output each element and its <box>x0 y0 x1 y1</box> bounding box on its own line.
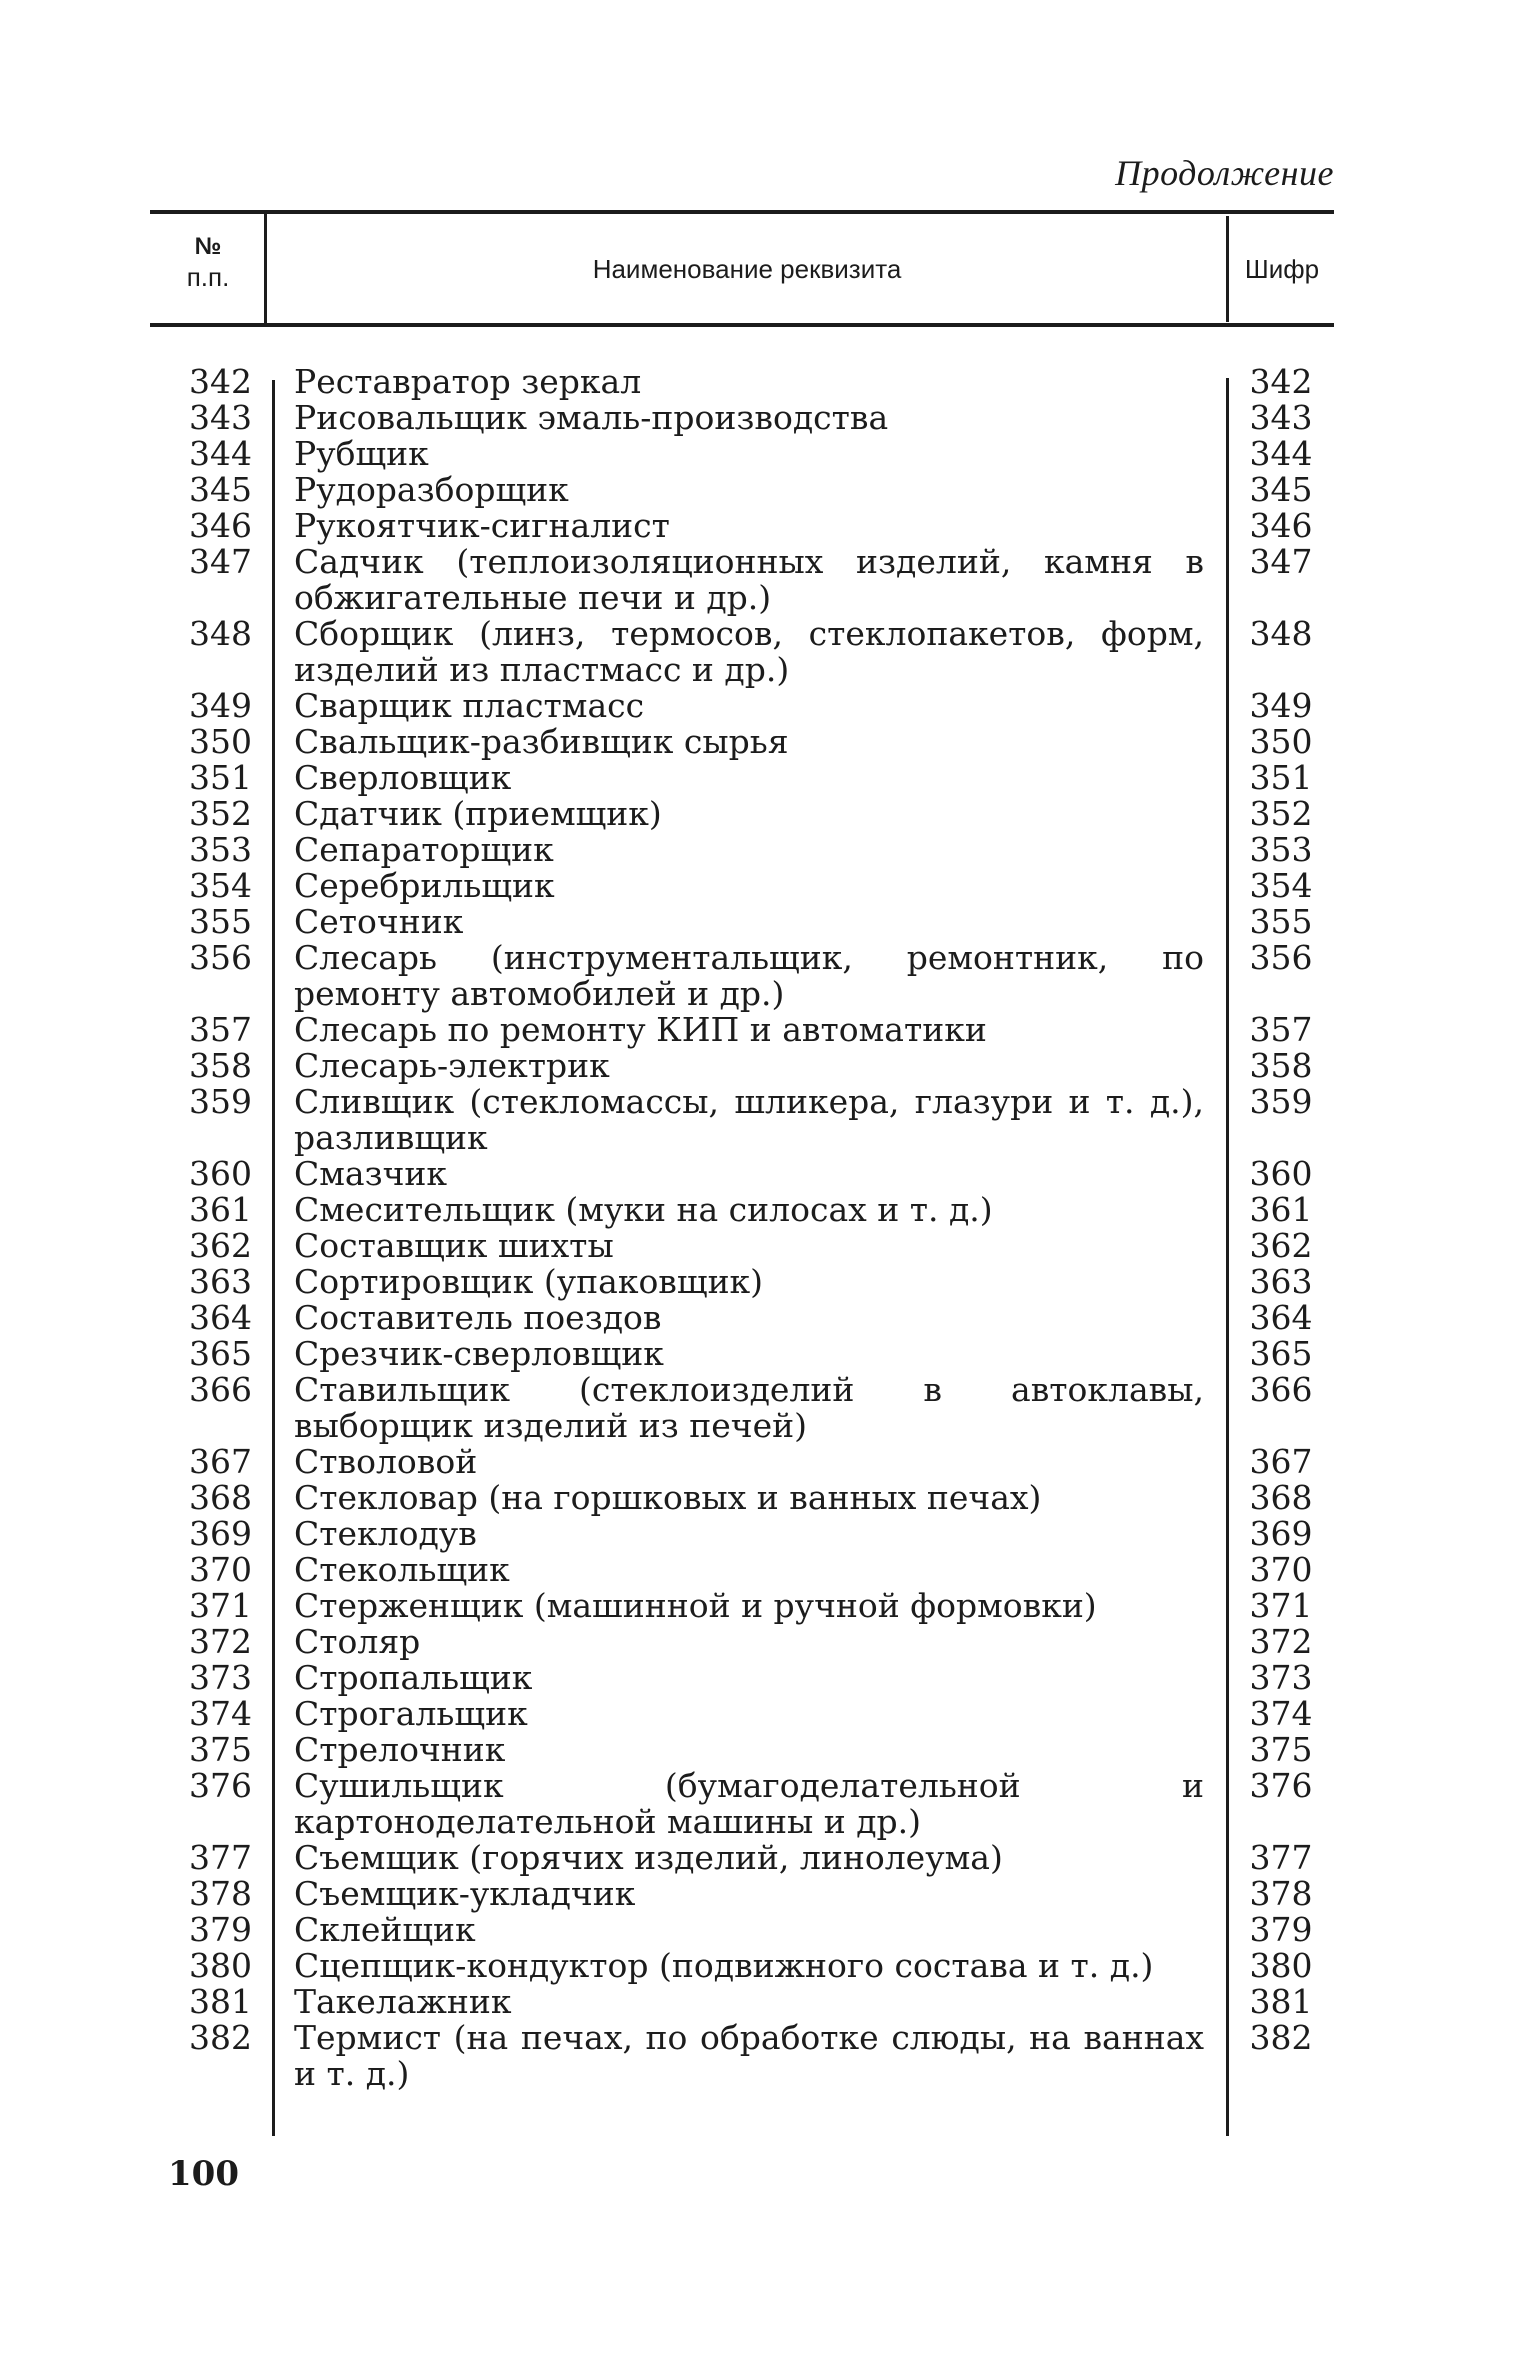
row-name: Садчик (теплоизоляционных изделий, камня в обжигательные печи и др.) <box>294 542 1204 617</box>
table-row <box>0 1372 1534 1444</box>
row-name: Столяр <box>294 1622 421 1661</box>
row-code: 371 <box>1249 1586 1313 1625</box>
row-name: Сборщик (линз, термосов, стеклопакетов, форм, изделий из пластмасс и др.) <box>294 614 1204 689</box>
header-number-label: п.п. <box>186 262 230 292</box>
row-name: Составитель поездов <box>294 1298 662 1337</box>
row-code: 382 <box>1249 2018 1313 2057</box>
row-code: 348 <box>1249 614 1313 653</box>
row-code: 342 <box>1249 362 1313 401</box>
row-code: 346 <box>1249 506 1313 545</box>
row-code: 362 <box>1249 1226 1313 1265</box>
table-row <box>0 796 1534 832</box>
row-code: 372 <box>1249 1622 1313 1661</box>
table-row <box>0 688 1534 724</box>
row-code: 351 <box>1249 758 1313 797</box>
row-number: 347 <box>189 542 252 581</box>
row-number: 365 <box>189 1334 252 1373</box>
row-name: Слесарь по ремонту КИП и автоматики <box>294 1010 987 1049</box>
row-code: 356 <box>1249 938 1313 977</box>
column-divider <box>264 214 267 324</box>
row-name: Стерженщик (машинной и ручной формовки) <box>294 1586 1097 1625</box>
table-row <box>0 472 1534 508</box>
row-name: Съемщик-укладчик <box>294 1874 636 1913</box>
row-number: 352 <box>189 794 252 833</box>
row-code: 376 <box>1249 1766 1313 1805</box>
row-name: Рудоразборщик <box>294 470 569 509</box>
row-number: 345 <box>189 470 252 509</box>
header-name: Наименование реквизита <box>592 254 902 284</box>
row-name: Составщик шихты <box>294 1226 614 1265</box>
row-name: Слесарь (инструментальщик, ремонтник, по ремонту автомобилей и др.) <box>294 938 1204 1013</box>
table-row <box>0 1876 1534 1912</box>
table-row <box>0 1084 1534 1156</box>
row-number: 355 <box>189 902 252 941</box>
table-row <box>0 724 1534 760</box>
row-code: 373 <box>1249 1658 1313 1697</box>
row-name: Рубщик <box>294 434 429 473</box>
row-number: 376 <box>189 1766 252 1805</box>
row-name: Ставильщик (стеклоизделий в автоклавы, выборщик изделий из печей) <box>294 1370 1204 1445</box>
row-code: 377 <box>1249 1838 1313 1877</box>
row-code: 364 <box>1249 1298 1313 1337</box>
row-name: Сортировщик (упаковщик) <box>294 1262 764 1301</box>
row-code: 367 <box>1249 1442 1313 1481</box>
row-number: 348 <box>189 614 252 653</box>
table-row <box>0 1912 1534 1948</box>
table-row <box>0 1768 1534 1840</box>
table-row <box>0 1588 1534 1624</box>
row-name: Сеточник <box>294 902 464 941</box>
row-number: 362 <box>189 1226 252 1265</box>
row-code: 343 <box>1249 398 1313 437</box>
row-name: Рисовальщик эмаль-производства <box>294 398 889 437</box>
continuation-label: Продолжение <box>1115 153 1334 193</box>
row-name: Стекольщик <box>294 1550 510 1589</box>
table-row <box>0 400 1534 436</box>
table-row <box>0 616 1534 688</box>
row-code: 345 <box>1249 470 1313 509</box>
row-code: 355 <box>1249 902 1313 941</box>
row-name: Стекловар (на горшковых и ванных печах) <box>294 1478 1042 1517</box>
row-code: 378 <box>1249 1874 1313 1913</box>
row-name: Реставратор зеркал <box>294 362 642 401</box>
table-row <box>0 508 1534 544</box>
page-number: 100 <box>168 2154 239 2194</box>
row-number: 378 <box>189 1874 252 1913</box>
row-number: 354 <box>189 866 252 905</box>
row-name: Стволовой <box>294 1442 478 1481</box>
row-code: 361 <box>1249 1190 1313 1229</box>
row-number: 357 <box>189 1010 252 1049</box>
row-number: 375 <box>189 1730 252 1769</box>
table-row <box>0 2020 1534 2092</box>
row-name: Сепараторщик <box>294 830 554 869</box>
row-number: 380 <box>189 1946 252 1985</box>
row-number: 370 <box>189 1550 252 1589</box>
row-code: 366 <box>1249 1370 1313 1409</box>
row-name: Сцепщик-кондуктор (подвижного состава и т. д.) <box>294 1946 1154 1985</box>
row-name: Стрелочник <box>294 1730 506 1769</box>
row-code: 365 <box>1249 1334 1313 1373</box>
row-code: 379 <box>1249 1910 1313 1949</box>
row-number: 342 <box>189 362 252 401</box>
table-row <box>0 1948 1534 1984</box>
row-code: 353 <box>1249 830 1313 869</box>
row-name: Рукоятчик-сигналист <box>294 506 670 545</box>
row-name: Сушильщик (бумагоделательной и картоноделательной машины и др.) <box>294 1766 1204 1841</box>
table-row <box>0 1156 1534 1192</box>
row-name: Смазчик <box>294 1154 448 1193</box>
row-code: 363 <box>1249 1262 1313 1301</box>
row-number: 379 <box>189 1910 252 1949</box>
row-number: 366 <box>189 1370 252 1409</box>
row-name: Строгальщик <box>294 1694 528 1733</box>
table-row <box>0 940 1534 1012</box>
row-code: 374 <box>1249 1694 1313 1733</box>
row-number: 358 <box>189 1046 252 1085</box>
table-row <box>0 1228 1534 1264</box>
table-row <box>0 1444 1534 1480</box>
table-top-rule <box>150 210 1334 214</box>
row-number: 364 <box>189 1298 252 1337</box>
row-name: Сливщик (стекломассы, шликера, глазури и т. д.), разливщик <box>294 1082 1204 1157</box>
row-number: 349 <box>189 686 252 725</box>
row-code: 358 <box>1249 1046 1313 1085</box>
row-name: Свальщик-разбивщик сырья <box>294 722 789 761</box>
row-name: Слесарь-электрик <box>294 1046 610 1085</box>
table-row <box>0 1984 1534 2020</box>
table-header-rule <box>150 323 1334 327</box>
row-code: 352 <box>1249 794 1313 833</box>
row-code: 370 <box>1249 1550 1313 1589</box>
row-number: 356 <box>189 938 252 977</box>
row-number: 377 <box>189 1838 252 1877</box>
table-row <box>0 544 1534 616</box>
row-number: 371 <box>189 1586 252 1625</box>
table-row <box>0 832 1534 868</box>
row-code: 380 <box>1249 1946 1313 1985</box>
header-number-symbol: № <box>194 233 222 260</box>
table-row <box>0 364 1534 400</box>
row-code: 369 <box>1249 1514 1313 1553</box>
row-number: 372 <box>189 1622 252 1661</box>
row-name: Сдатчик (приемщик) <box>294 794 662 833</box>
row-name: Срезчик-сверловщик <box>294 1334 664 1373</box>
row-code: 354 <box>1249 866 1313 905</box>
row-number: 374 <box>189 1694 252 1733</box>
table-row <box>0 1048 1534 1084</box>
row-number: 361 <box>189 1190 252 1229</box>
row-number: 367 <box>189 1442 252 1481</box>
row-name: Склейщик <box>294 1910 476 1949</box>
table-row <box>0 1732 1534 1768</box>
row-number: 351 <box>189 758 252 797</box>
table-row <box>0 1696 1534 1732</box>
row-code: 350 <box>1249 722 1313 761</box>
table-body <box>0 364 1534 2092</box>
row-number: 353 <box>189 830 252 869</box>
row-name: Серебрильщик <box>294 866 555 905</box>
row-code: 368 <box>1249 1478 1313 1517</box>
row-name: Смесительщик (муки на силосах и т. д.) <box>294 1190 993 1229</box>
table-row <box>0 1012 1534 1048</box>
table-row <box>0 1300 1534 1336</box>
row-name: Сварщик пластмасс <box>294 686 645 725</box>
table-row <box>0 904 1534 940</box>
table-row <box>0 1840 1534 1876</box>
row-number: 381 <box>189 1982 252 2021</box>
table-row <box>0 1192 1534 1228</box>
row-name: Такелажник <box>294 1982 512 2021</box>
table-row <box>0 760 1534 796</box>
row-number: 359 <box>189 1082 252 1121</box>
row-code: 381 <box>1249 1982 1313 2021</box>
row-number: 344 <box>189 434 252 473</box>
row-name: Сверловщик <box>294 758 512 797</box>
row-number: 343 <box>189 398 252 437</box>
header-number <box>158 232 258 292</box>
row-code: 349 <box>1249 686 1313 725</box>
row-name: Стропальщик <box>294 1658 533 1697</box>
row-code: 347 <box>1249 542 1313 581</box>
row-name: Термист (на печах, по обработке слюды, на ваннах и т. д.) <box>294 2018 1204 2093</box>
row-code: 359 <box>1249 1082 1313 1121</box>
table-row <box>0 1336 1534 1372</box>
row-number: 373 <box>189 1658 252 1697</box>
row-code: 375 <box>1249 1730 1313 1769</box>
table-row <box>0 868 1534 904</box>
table-row <box>0 1264 1534 1300</box>
table-row <box>0 1480 1534 1516</box>
row-number: 369 <box>189 1514 252 1553</box>
row-number: 346 <box>189 506 252 545</box>
row-code: 344 <box>1249 434 1313 473</box>
table-row <box>0 1516 1534 1552</box>
table-row <box>0 1552 1534 1588</box>
column-divider <box>1226 216 1229 322</box>
row-number: 368 <box>189 1478 252 1517</box>
row-code: 357 <box>1249 1010 1313 1049</box>
table-row <box>0 1660 1534 1696</box>
table-row <box>0 1624 1534 1660</box>
header-code: Шифр <box>1244 254 1320 284</box>
row-number: 382 <box>189 2018 252 2057</box>
row-number: 363 <box>189 1262 252 1301</box>
row-name: Съемщик (горячих изделий, линолеума) <box>294 1838 1003 1877</box>
row-name: Стеклодув <box>294 1514 477 1553</box>
row-number: 350 <box>189 722 252 761</box>
table-row <box>0 436 1534 472</box>
row-number: 360 <box>189 1154 252 1193</box>
row-code: 360 <box>1249 1154 1313 1193</box>
